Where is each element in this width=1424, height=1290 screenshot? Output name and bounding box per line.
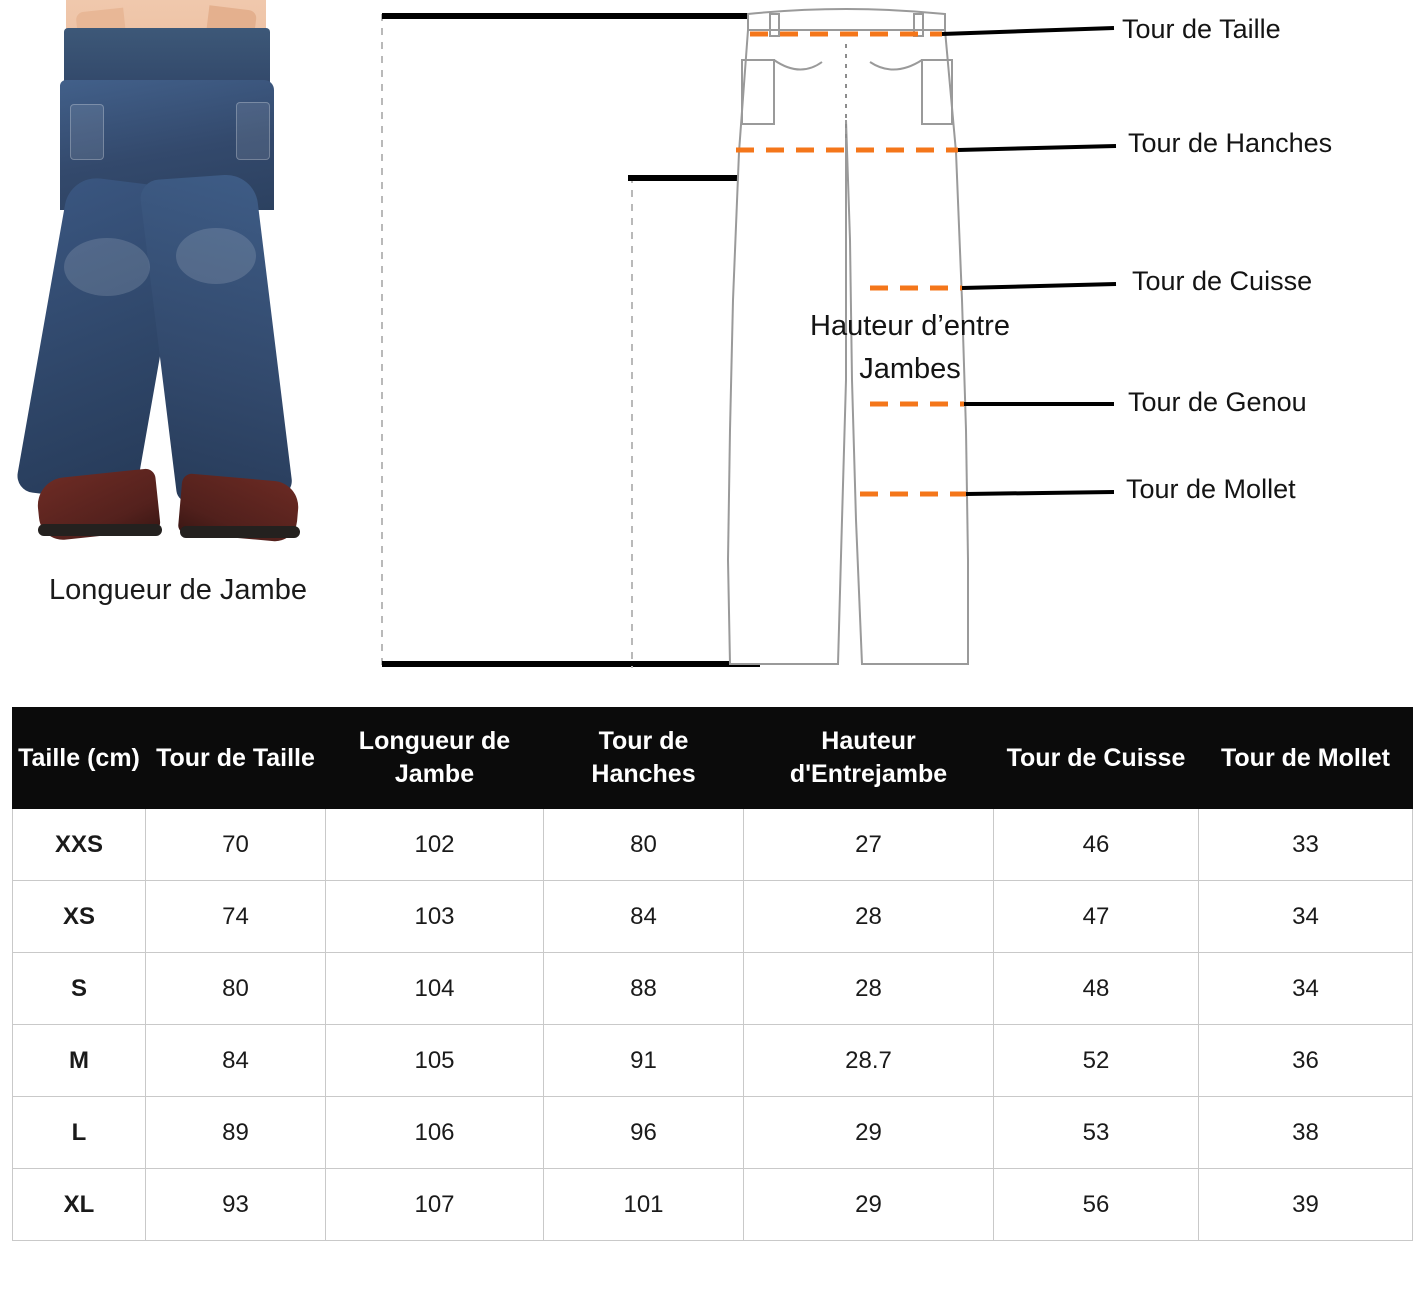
size-table (12, 707, 1413, 1241)
cell-waist: 70 (146, 809, 326, 881)
label-knee: Tour de Genou (1128, 387, 1307, 417)
column-header-thigh: Tour de Cuisse (994, 708, 1199, 809)
cell-thigh: 53 (994, 1097, 1199, 1169)
cell-thigh: 48 (994, 953, 1199, 1025)
cell-calf: 39 (1199, 1169, 1413, 1241)
cell-size: XXS (13, 809, 146, 881)
hips-leader-line (958, 146, 1116, 150)
cell-leg-length: 105 (326, 1025, 544, 1097)
cell-leg-length: 102 (326, 809, 544, 881)
size-table-body (13, 809, 1413, 1241)
jeans-waistband (64, 28, 270, 88)
cell-inseam: 29 (744, 1097, 994, 1169)
cell-waist: 80 (146, 953, 326, 1025)
cell-size: XL (13, 1169, 146, 1241)
cell-hips: 96 (544, 1097, 744, 1169)
cell-size: XS (13, 881, 146, 953)
cell-thigh: 56 (994, 1169, 1199, 1241)
inseam-caption: Hauteur d’entre Jambes (810, 310, 1010, 385)
table-row (13, 809, 1413, 881)
cell-thigh: 47 (994, 881, 1199, 953)
cell-calf: 34 (1199, 953, 1413, 1025)
cell-leg-length: 103 (326, 881, 544, 953)
waistband-outline (748, 9, 945, 30)
cell-waist: 93 (146, 1169, 326, 1241)
column-header-waist: Tour de Taille (146, 708, 326, 809)
thigh-leader-line (962, 284, 1116, 288)
jeans-cargo-pocket-right (236, 102, 270, 160)
column-header-calf: Tour de Mollet (1199, 708, 1413, 809)
cell-inseam: 28 (744, 881, 994, 953)
size-table-wrapper (12, 707, 1412, 1241)
cell-inseam: 27 (744, 809, 994, 881)
model-photo-block (8, 0, 338, 606)
label-waist: Tour de Taille (1122, 14, 1281, 44)
boot-sole-left (38, 524, 162, 536)
table-row (13, 953, 1413, 1025)
jeans-leg-right (138, 173, 293, 503)
table-row (13, 1025, 1413, 1097)
cell-size: S (13, 953, 146, 1025)
cell-calf: 36 (1199, 1025, 1413, 1097)
cell-hips: 91 (544, 1025, 744, 1097)
column-header-inseam: Hauteur d'Entrejambe (744, 708, 994, 809)
jeans-knee-panel-left (64, 238, 150, 296)
cell-hips: 101 (544, 1169, 744, 1241)
cell-size: L (13, 1097, 146, 1169)
model-photo (8, 0, 338, 560)
cell-calf: 38 (1199, 1097, 1413, 1169)
technical-drawing (370, 0, 1010, 690)
cell-waist: 74 (146, 881, 326, 953)
jeans-knee-panel-right (176, 228, 256, 284)
table-row (13, 1097, 1413, 1169)
cell-inseam: 28.7 (744, 1025, 994, 1097)
cell-waist: 89 (146, 1097, 326, 1169)
cell-inseam: 29 (744, 1169, 994, 1241)
cell-leg-length: 104 (326, 953, 544, 1025)
label-thigh: Tour de Cuisse (1132, 266, 1313, 296)
cell-calf: 34 (1199, 881, 1413, 953)
jeans-cargo-pocket-left (70, 104, 104, 160)
cell-hips: 84 (544, 881, 744, 953)
size-table-head (13, 708, 1413, 809)
cell-waist: 84 (146, 1025, 326, 1097)
cell-hips: 88 (544, 953, 744, 1025)
label-calf: Tour de Mollet (1126, 474, 1296, 504)
label-hips: Tour de Hanches (1128, 128, 1333, 158)
cell-thigh: 52 (994, 1025, 1199, 1097)
cell-hips: 80 (544, 809, 744, 881)
cell-thigh: 46 (994, 809, 1199, 881)
cell-leg-length: 107 (326, 1169, 544, 1241)
leg-length-caption: Longueur de Jambe (49, 574, 307, 606)
waist-leader-line (942, 28, 1114, 34)
cell-size: M (13, 1025, 146, 1097)
column-header-size: Taille (cm) (13, 708, 146, 809)
table-header-row (13, 708, 1413, 809)
column-header-leg-length: Longueur de Jambe (326, 708, 544, 809)
cell-inseam: 28 (744, 953, 994, 1025)
boot-sole-right (180, 526, 300, 538)
table-row (13, 1169, 1413, 1241)
calf-leader-line (966, 492, 1114, 494)
column-header-hips: Tour de Hanches (544, 708, 744, 809)
cell-leg-length: 106 (326, 1097, 544, 1169)
table-row (13, 881, 1413, 953)
cell-calf: 33 (1199, 809, 1413, 881)
